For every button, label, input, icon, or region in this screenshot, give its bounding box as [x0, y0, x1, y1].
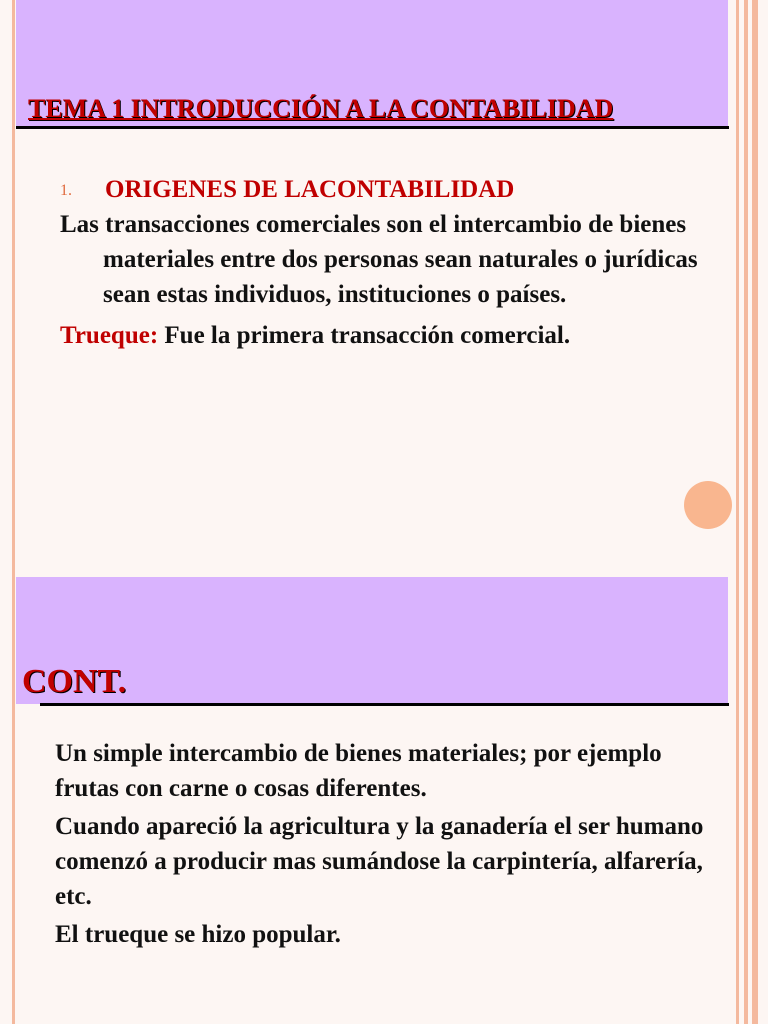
trueque-text: Fue la primera transacción comercial.: [158, 322, 571, 349]
slide-content: [60, 172, 730, 353]
body-paragraph: Las transacciones comerciales son el intercambio de bienes materiales entre dos personas sean naturales o jurídicas sean estas individuos, instituciones o países.: [60, 211, 698, 308]
body-paragraph: El trueque se hizo popular.: [55, 921, 341, 948]
item-heading: ORIGENES DE LACONTABILIDAD: [105, 176, 515, 203]
trueque-label: Trueque:: [60, 322, 159, 349]
slide-content: [55, 736, 725, 955]
numbered-item: [60, 172, 730, 207]
right-stripe: [744, 0, 748, 560]
title-underline: [16, 126, 729, 129]
title-underline: [40, 703, 729, 706]
left-stripe: [12, 560, 15, 1024]
right-stripe: [736, 0, 739, 560]
trueque-line: [60, 318, 730, 353]
slide-title: TEMA 1 INTRODUCCIÓN A LA CONTABILIDAD: [28, 94, 614, 123]
right-stripe: [736, 560, 739, 1024]
left-stripe: [12, 0, 15, 560]
item-number: 1.: [60, 182, 72, 199]
slide-title: CONT.: [22, 663, 127, 700]
body-paragraph: Cuando apareció la agricultura y la ganadería el ser humano comenzó a producir mas sumándose la carpintería, alfarería, etc.: [55, 813, 704, 910]
right-stripe: [752, 0, 758, 560]
right-stripe: [744, 560, 748, 1024]
right-stripe: [752, 560, 758, 1024]
decorative-circle: [684, 481, 732, 529]
body-paragraph: Un simple intercambio de bienes materiales; por ejemplo frutas con carne o cosas diferentes.: [55, 740, 662, 802]
